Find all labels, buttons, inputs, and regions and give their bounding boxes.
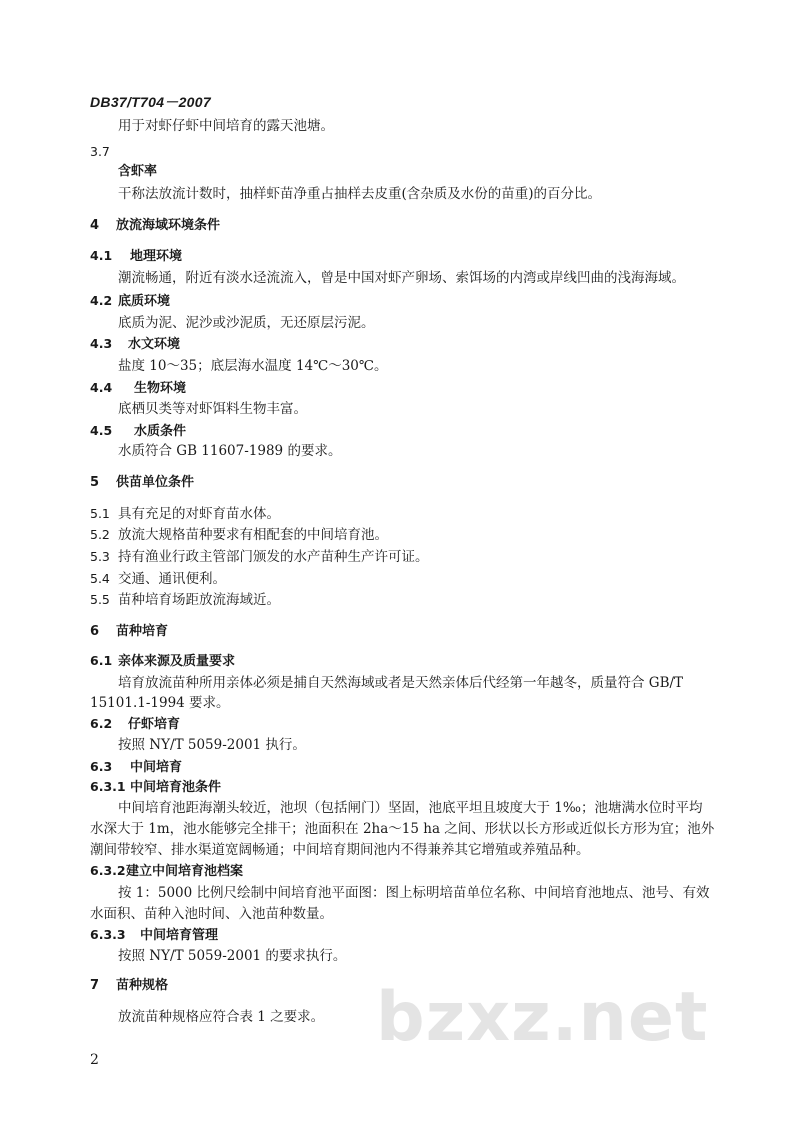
- section-heading: 6.2 仔虾培育: [90, 716, 181, 732]
- section-heading: 6.3.3 中间培育管理: [90, 927, 219, 943]
- list-item: 5.3 持有渔业行政主管部门颁发的水产苗种生产许可证。: [90, 549, 429, 565]
- section-heading: 6.3.1 中间培育池条件: [90, 779, 222, 795]
- section-heading: 4 放流海域环境条件: [90, 218, 221, 233]
- paragraph-line: 放流苗种规格应符合表 1 之要求。: [118, 1009, 325, 1025]
- section-title: 含虾率: [118, 164, 158, 179]
- paragraph-line: 底栖贝类等对虾饵料生物丰富。: [118, 401, 307, 417]
- paragraph-line: 中间培育池距海潮头较近，池坝（包括闸门）坚固，池底平坦且坡度大于 1‰；池塘满水位时平均: [118, 800, 703, 816]
- section-heading: 4.2 底质环境: [90, 293, 171, 309]
- section-heading: 4.4 生物环境: [90, 380, 187, 396]
- section-heading: 4.5 水质条件: [90, 423, 187, 439]
- section-heading: 6.3.2建立中间培育池档案: [90, 863, 244, 879]
- paragraph-line: 干称法放流计数时，抽样虾苗净重占抽样去皮重(含杂质及水份的苗重)的百分比。: [118, 186, 602, 202]
- section-heading: 4.3 水文环境: [90, 336, 181, 352]
- paragraph-line: 水质符合 GB 11607-1989 的要求。: [118, 443, 342, 459]
- paragraph-line: 按照 NY/T 5059-2001 执行。: [118, 737, 306, 753]
- paragraph-line: 水深大于 1m，池水能够完全排干；池面积在 2ha～15 ha 之间、形状以长方形或近似长方形为宜；池外: [90, 821, 715, 837]
- paragraph-line: 盐度 10～35；底层海水温度 14℃～30℃。: [118, 358, 388, 374]
- paragraph-line: 水面积、苗种入池时间、入池苗种数量。: [90, 906, 333, 922]
- paragraph-line: 潮流畅通，附近有淡水迳流流入，曾是中国对虾产卵场、索饵场的内湾或岸线凹曲的浅海海域。: [118, 270, 685, 286]
- list-item: 5.5 苗种培育场距放流海域近。: [90, 592, 280, 608]
- document-id: DB37/T704－2007: [90, 94, 211, 110]
- list-item: 5.4 交通、通讯便利。: [90, 571, 226, 587]
- section-heading: 6.3 中间培育: [90, 759, 183, 775]
- section-heading: 5 供苗单位条件: [90, 475, 195, 490]
- section-heading: 4.1 地理环境: [90, 248, 183, 264]
- paragraph-line: 按照 NY/T 5059-2001 的要求执行。: [118, 948, 347, 964]
- paragraph-line: 底质为泥、泥沙或沙泥质，无还原层污泥。: [118, 315, 375, 331]
- list-item: 5.1 具有充足的对虾育苗水体。: [90, 506, 280, 522]
- paragraph-line: 潮间带较窄、排水渠道宽阔畅通；中间培育期间池内不得兼养其它增殖或养殖品种。: [90, 842, 590, 858]
- section-number: 3.7: [90, 144, 110, 159]
- section-heading: 6.1 亲体来源及质量要求: [90, 653, 236, 669]
- paragraph-line: 用于对虾仔虾中间培育的露天池塘。: [118, 118, 334, 134]
- paragraph-line: 培育放流苗种所用亲体必须是捕自天然海域或者是天然亲体后代经第一年越冬，质量符合 GB/T: [118, 675, 684, 691]
- paragraph-line: 15101.1-1994 要求。: [90, 695, 230, 711]
- list-item: 5.2 放流大规格苗种要求有相配套的中间培育池。: [90, 527, 388, 543]
- watermark: bzxz.net: [376, 978, 709, 1057]
- page-number: 2: [90, 1052, 99, 1068]
- section-heading: 6 苗种培育: [90, 624, 169, 639]
- paragraph-line: 按 1：5000 比例尺绘制中间培育池平面图：图上标明培苗单位名称、中间培育池地点、池号、有效: [118, 885, 710, 901]
- section-heading: 7 苗种规格: [90, 978, 169, 993]
